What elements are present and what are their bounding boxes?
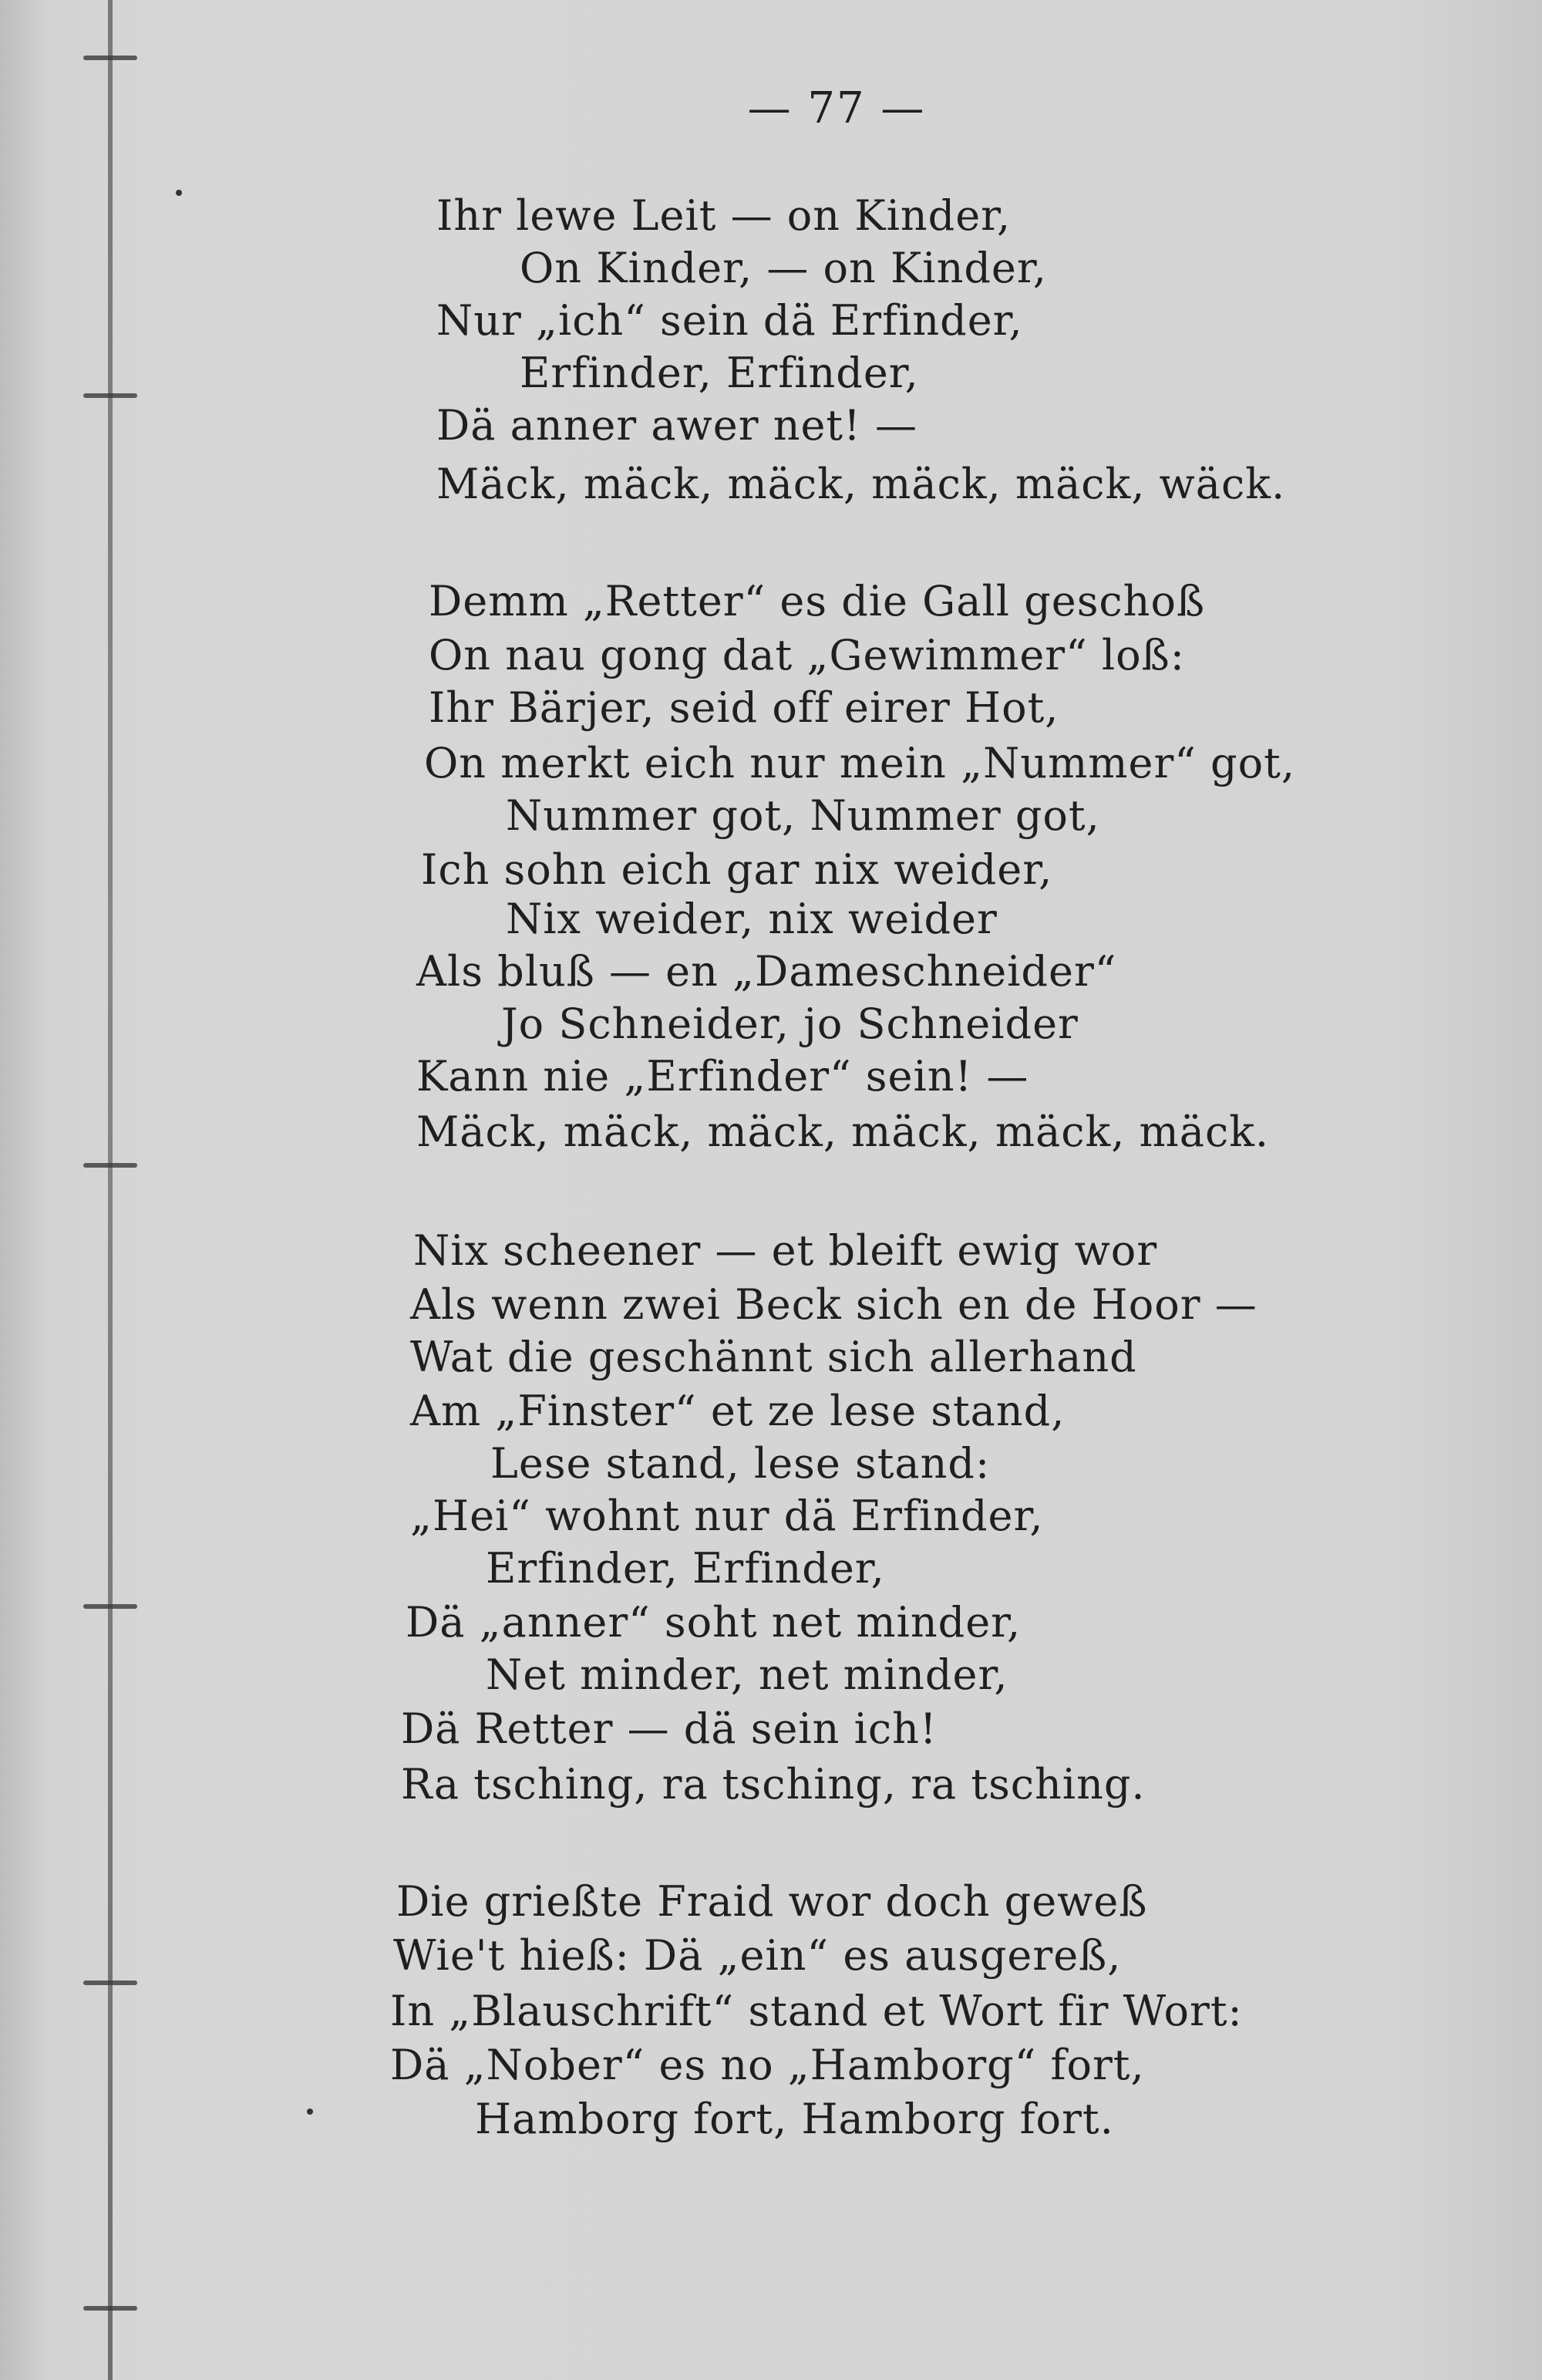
verse-line: Jo Schneider, jo Schneider [501, 1000, 1079, 1048]
verse-line: Erfinder, Erfinder, [520, 349, 919, 397]
ink-speck [176, 190, 182, 196]
verse-line: Als wenn zwei Beck sich en de Hoor — [410, 1280, 1258, 1329]
verse-line: Nix weider, nix weider [506, 895, 998, 943]
verse-line: Ra tsching, ra tsching, ra tsching. [401, 1760, 1146, 1809]
verse-line: Demm „Retter“ es die Gall geschoß [429, 577, 1206, 625]
verse-line: Dä „anner“ soht net minder, [406, 1598, 1022, 1647]
verse-line: Ich sohn eich gar nix weider, [421, 845, 1053, 894]
binding-stitch [83, 1981, 137, 1985]
verse-line: Ihr lewe Leit — on Kinder, [436, 191, 1012, 240]
verse-line: Erfinder, Erfinder, [486, 1544, 885, 1593]
verse-line: Am „Finster“ et ze lese stand, [410, 1387, 1066, 1435]
verse-line: Hamborg fort, Hamborg fort. [475, 2095, 1114, 2143]
verse-line: Dä Retter — dä sein ich! [401, 1704, 938, 1753]
verse-line: On merkt eich nur mein „Nummer“ got, [424, 739, 1296, 787]
verse-line: In „Blauschrift“ stand et Wort fir Wort: [390, 1987, 1243, 2035]
verse-line: On nau gong dat „Gewimmer“ loß: [429, 631, 1185, 679]
verse-line: Wat die geschännt sich allerhand [410, 1333, 1137, 1381]
verse-line: Die grießte Fraid wor doch geweß [396, 1877, 1148, 1926]
verse-line: Lese stand, lese stand: [490, 1439, 991, 1488]
verse-line: Kann nie „Erfinder“ sein! — [416, 1052, 1029, 1101]
verse-line: „Hei“ wohnt nur dä Erfinder, [410, 1492, 1044, 1540]
verse-line: On Kinder, — on Kinder, [520, 244, 1047, 292]
verse-line: Nix scheener — et bleift ewig wor [413, 1226, 1158, 1275]
binding-stitch [83, 1163, 137, 1168]
verse-line: Net minder, net minder, [486, 1650, 1008, 1699]
page-number: — 77 — [747, 83, 926, 133]
verse-line: Als bluß — en „Dameschneider“ [416, 947, 1117, 996]
binding-stitch [83, 1604, 137, 1609]
verse-line: Nur „ich“ sein dä Erfinder, [436, 296, 1023, 345]
ink-speck [307, 2109, 313, 2115]
verse-line: Wie't hieß: Dä „ein“ es ausgereß, [393, 1931, 1122, 1980]
binding-stitch [83, 56, 137, 60]
verse-line: Mäck, mäck, mäck, mäck, mäck, mäck. [416, 1107, 1270, 1156]
verse-line: Mäck, mäck, mäck, mäck, mäck, wäck. [436, 460, 1286, 508]
verse-line: Nummer got, Nummer got, [506, 791, 1100, 840]
binding-stitch [83, 2306, 137, 2311]
binding-spine [108, 0, 113, 2380]
verse-line: Dä „Nober“ es no „Hamborg“ fort, [390, 2041, 1145, 2089]
verse-line: Dä anner awer net! — [436, 401, 917, 450]
binding-stitch [83, 393, 137, 398]
verse-line: Ihr Bärjer, seid off eirer Hot, [429, 683, 1059, 732]
